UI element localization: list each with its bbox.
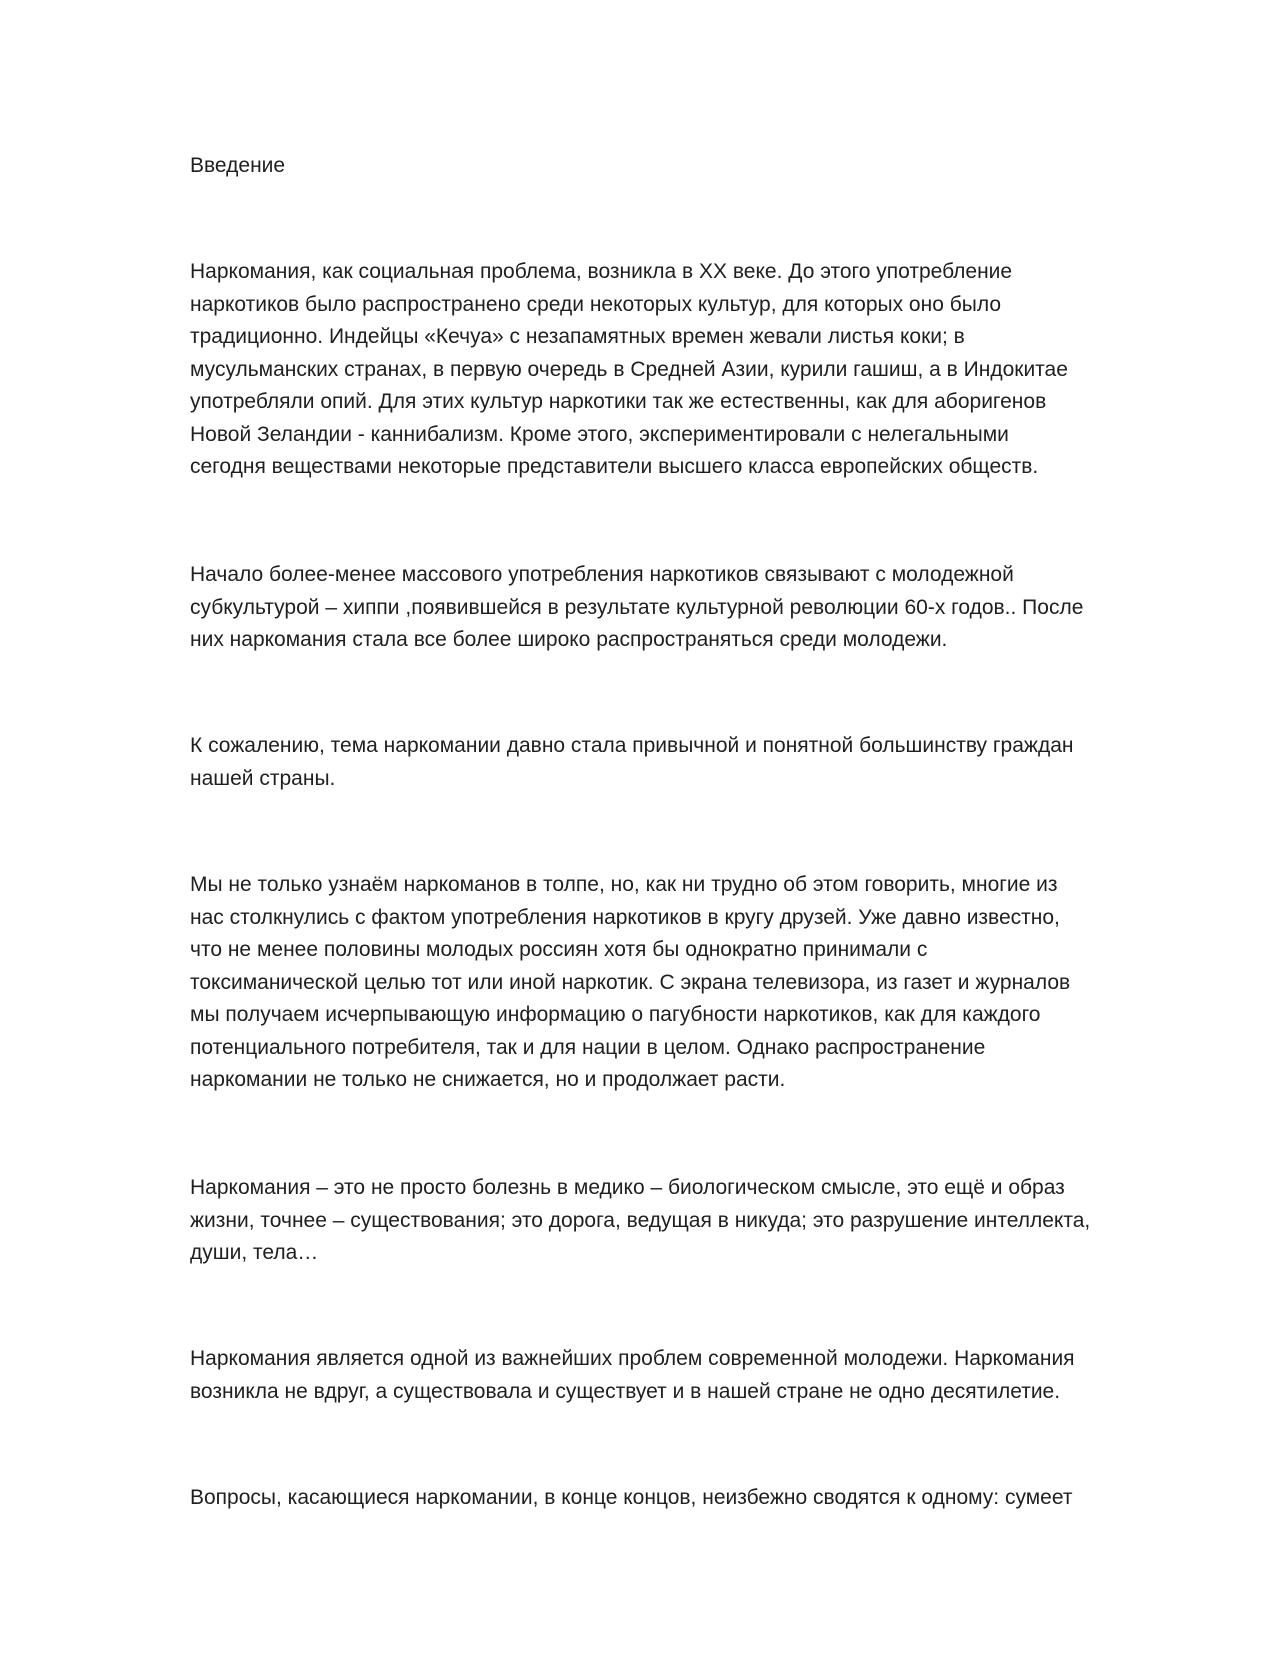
paragraph-line: Наркомания – это не просто болезнь в медико – биологическом смысле, это ещё и образ [190,1176,1065,1199]
paragraph-line: субкультурой – хиппи ,появившейся в результате культурной революции 60-х годов.. После [190,595,1084,619]
paragraph-line: нашей страны. [190,766,336,790]
paragraph-6 [190,1343,1100,1408]
paragraph-line: Наркомания, как социальная проблема, возникла в XX веке. До этого употребление [190,260,1013,283]
paragraph-line: Наркомания является одной из важнейших проблем современной молодежи. Наркомания [190,1347,1075,1370]
paragraph-line: К сожалению, тема наркомании давно стала привычной и понятной большинству граждан [190,734,1074,757]
paragraph-line: токсиманической целью тот или иной наркотик. С экрана телевизора, из газет и журналов [190,970,1071,994]
paragraph-2 [190,559,1100,657]
paragraph-3 [190,730,1100,795]
paragraph-line: жизни, точнее – существования; это дорога, ведущая в никуда; это разрушение интеллекта, [190,1208,1091,1232]
paragraph-line: мы получаем исчерпывающую информацию о пагубности наркотиков, как для каждого [190,1003,1041,1026]
paragraph-line: них наркомания стала все более широко распространяться среди молодежи. [190,628,948,651]
paragraph-line: возникла не вдруг, а существовала и существует и в нашей стране не одно десятилетие. [190,1379,1061,1403]
paragraph-line: Начало более-менее массового употребления наркотиков связывают с молодежной [190,563,1014,586]
paragraph-line: Вопросы, касающиеся наркомании, в конце концов, неизбежно сводятся к одному: сумеет [190,1486,1073,1509]
paragraph-line: потенциального потребителя, так и для нации в целом. Однако распространение [190,1035,986,1059]
paragraph-line: Мы не только узнаём наркоманов в толпе, но, как ни трудно об этом говорить, многие из [190,873,1058,896]
paragraph-line: употребляли опий. Для этих культур наркотики так же естественны, как для аборигенов [190,390,1047,413]
paragraph-4 [190,869,1100,1097]
paragraph-5 [190,1172,1100,1270]
paragraph-1 [190,256,1100,484]
paragraph-line: наркотиков было распространено среди некоторых культур, для которых оно было [190,292,1002,316]
document-heading: Введение [190,154,286,177]
paragraph-line: наркомании не только не снижается, но и продолжает расти. [190,1068,786,1091]
paragraph-7 [190,1482,1100,1515]
paragraph-line: Новой Зеландии - каннибализм. Кроме этого, экспериментировали с нелегальными [190,422,1009,446]
paragraph-line: что не менее половины молодых россиян хотя бы однократно принимали с [190,938,928,961]
paragraph-line: сегодня веществами некоторые представители высшего класса европейских обществ. [190,455,1039,478]
paragraph-line: души, тела… [190,1241,319,1264]
paragraph-line: мусульманских странах, в первую очередь в Средней Азии, курили гашиш, а в Индокитае [190,357,1068,381]
paragraph-line: нас столкнулись с фактом употребления наркотиков в кругу друзей. Уже давно известно, [190,905,1060,929]
paragraph-line: традиционно. Индейцы «Кечуа» с незапамятных времен жевали листья коки; в [190,325,965,348]
